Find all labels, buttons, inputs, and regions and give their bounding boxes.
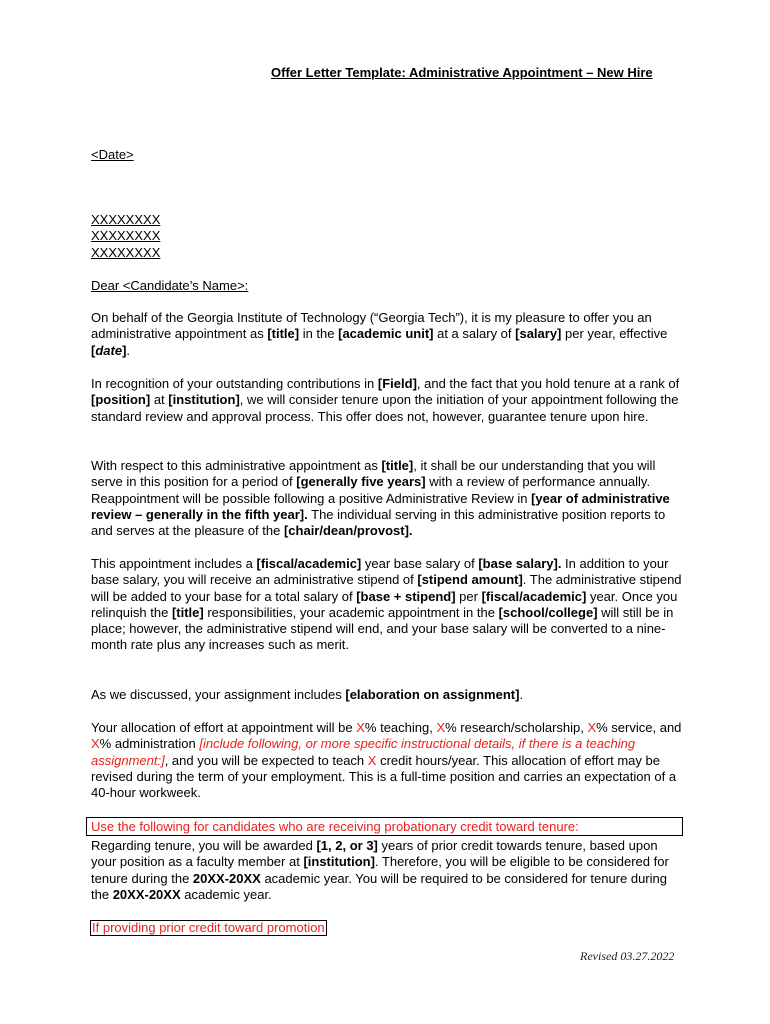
paragraph-salary: This appointment includes a [fiscal/academic] year base salary of [base salary]. In addition to your base salary, you will receive an administrative stipend of [stipend amount]. The administrative stipend will be added to your base for a total salary of [base + stipend] per [fiscal/academic] year. Once you relinquish the [title] responsibilities, your academic appointment in the [school/college] will still be in place; however, the administrative stipend will end, and your base salary will be converted to a nine-month rate plus any increases such as merit. [91, 556, 682, 653]
address-line-1: XXXXXXXX [91, 212, 161, 227]
revision-date: Revised 03.27.2022 [580, 949, 675, 963]
address-line-2: XXXXXXXX [91, 228, 161, 243]
document-title: Offer Letter Template: Administrative Appointment – New Hire [271, 65, 653, 80]
paragraph-allocation-of-effort: Your allocation of effort at appointment will be X% teaching, X% research/scholarship, X% service, and X% administration [include following, or more specific instructional details, if there is a teaching assignment:], and you will be expected to teach X credit hours/year. This allocation of effort may be revised during the term of your employment. This is a full-time position and carries an expectation of a 40-hour workweek. [91, 720, 682, 801]
paragraph-prior-credit: Regarding tenure, you will be awarded [1, 2, or 3] years of prior credit towards tenure, based upon your position as a faculty member at [institution]. Therefore, you will be eligible to be considered for tenure during the 20XX-20XX academic year. You will be required to be considered for tenure during the 20XX-20XX academic year. [91, 838, 669, 902]
paragraph-assignment: As we discussed, your assignment includes [elaboration on assignment]. [91, 687, 524, 702]
probationary-credit-note-box: Use the following for candidates who are receiving probationary credit toward tenure: [86, 817, 683, 836]
date-placeholder: <Date> [91, 147, 134, 162]
paragraph-tenure-recognition: In recognition of your outstanding contributions in [Field], and the fact that you hold tenure at a rank of [position] at [institution], we will consider tenure upon the initiation of your appointment following the standard review and approval process. This offer does not, however, guarantee tenure upon hire. [91, 376, 680, 424]
paragraph-administrative-term: With respect to this administrative appointment as [title], it shall be our understanding that you will serve in this position for a period of [generally five years] with a review of performance annually. Reappointment will be possible following a positive Administrative Review in [year of administrative review – generally in the fifth year]. The individual serving in this administrative position reports to and serves at the pleasure of the [chair/dean/provost]. [91, 458, 670, 539]
salutation: Dear <Candidate’s Name>: [91, 278, 249, 293]
promotion-credit-note-box: If providing prior credit toward promotion [92, 920, 325, 935]
address-line-3: XXXXXXXX [91, 245, 161, 260]
paragraph-offer: On behalf of the Georgia Institute of Technology (“Georgia Tech”), it is my pleasure to offer you an administrative appointment as [title] in the [academic unit] at a salary of [salary] per year, effective [date]. [91, 310, 668, 358]
